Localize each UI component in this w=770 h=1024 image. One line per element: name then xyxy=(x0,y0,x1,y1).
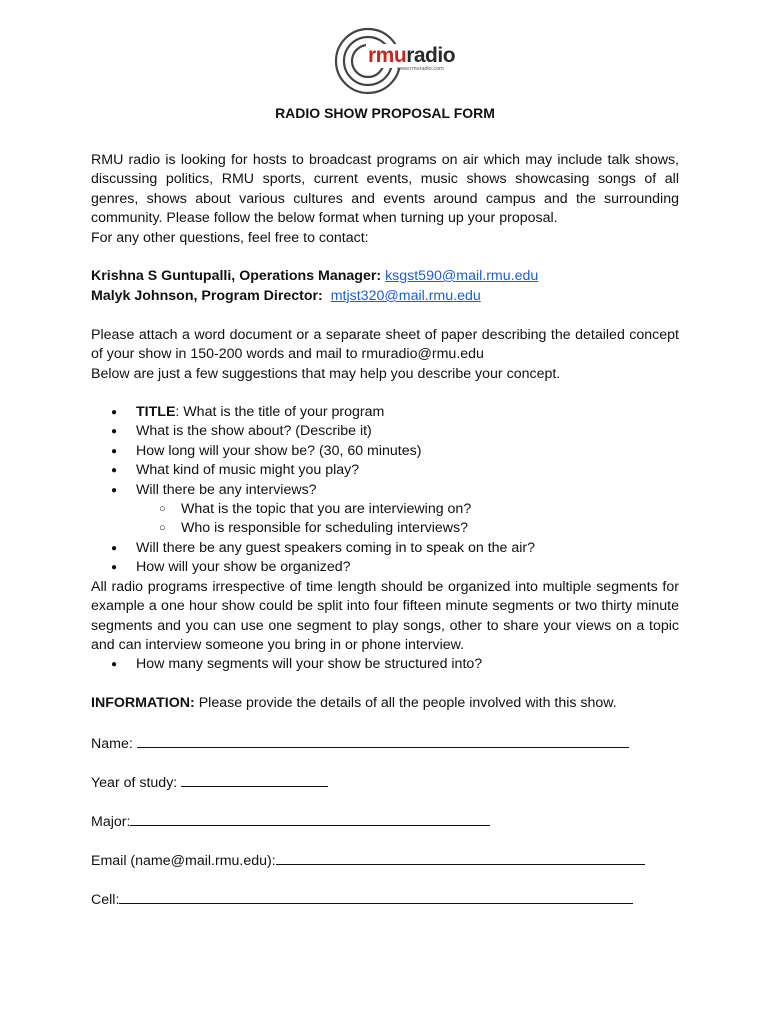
cell-input-line[interactable] xyxy=(119,889,633,904)
contact-email-link[interactable]: ksgst590@mail.rmu.edu xyxy=(385,268,539,284)
email-input-line[interactable] xyxy=(276,850,645,865)
intro-paragraph: RMU radio is looking for hosts to broadcast programs on air which may include talk shows, discussing politics, RMU sports, current events, music shows showcasing songs of all genres, shows about various cultures and events around campus and the surrounding community. Please follow the below format when turning up your proposal. xyxy=(91,152,679,227)
rmu-radio-logo xyxy=(333,26,456,96)
contact-operations-manager xyxy=(91,267,538,286)
name-label: Name: xyxy=(91,736,137,752)
email-field xyxy=(91,850,645,871)
list-item: ● What kind of music might you play? xyxy=(91,461,679,480)
major-field xyxy=(91,811,490,832)
cell-label: Cell: xyxy=(91,892,120,908)
list-item: ● TITLE: What is the title of your program xyxy=(91,403,679,422)
suggestions-intro: Below are just a few suggestions that may help you describe your concept. xyxy=(91,366,561,382)
suggestion-list xyxy=(91,403,679,578)
page-title: RADIO SHOW PROPOSAL FORM xyxy=(275,105,495,121)
contact-label: Malyk Johnson, Program Director: xyxy=(91,288,323,304)
information-text: Please provide the details of all the people involved with this show. xyxy=(194,695,617,711)
contact-prompt: For any other questions, feel free to contact: xyxy=(91,230,369,246)
list-item: ● How many segments will your show be structured into? xyxy=(91,655,679,674)
sub-list-item: ○ What is the topic that you are interviewing on? xyxy=(91,500,679,519)
major-label: Major: xyxy=(91,814,131,830)
contact-program-director xyxy=(91,287,481,306)
major-input-line[interactable] xyxy=(130,811,490,826)
cell-field xyxy=(91,889,633,910)
attach-paragraph: Please attach a word document or a separate sheet of paper describing the detailed concept of your show in 150-200 words and mail to rmuradio@rmu.edu xyxy=(91,327,679,363)
name-input-line[interactable] xyxy=(137,733,629,748)
list-item: ● Will there be any guest speakers coming in to speak on the air? xyxy=(91,539,679,558)
logo-wordmark: rmuradio xyxy=(368,44,456,67)
list-item: ● How will your show be organized? xyxy=(91,558,679,577)
information-label: INFORMATION: xyxy=(91,695,195,711)
information-heading xyxy=(91,694,617,713)
sub-list-item: ○ Who is responsible for scheduling interviews? xyxy=(91,519,679,538)
list-item: ● How long will your show be? (30, 60 minutes) xyxy=(91,442,679,461)
year-input-line[interactable] xyxy=(181,772,328,787)
email-label: Email (name@mail.rmu.edu): xyxy=(91,853,276,869)
list-item: ● What is the show about? (Describe it) xyxy=(91,422,679,441)
segments-paragraph: All radio programs irrespective of time length should be organized into multiple segments for example a one hour show could be split into four fifteen minute segments or two thirty minute segments and you can use one segment to play songs, other to share your views on a topic and can interview someone you bring in or phone interview. xyxy=(91,579,679,654)
year-field xyxy=(91,772,328,793)
contact-label: Krishna S Guntupalli, Operations Manager: xyxy=(91,268,382,284)
name-field xyxy=(91,733,629,754)
list-item: ● Will there be any interviews? xyxy=(91,481,679,500)
segments-list xyxy=(91,655,679,674)
logo-url: www.rmuradio.com xyxy=(397,66,444,72)
year-label: Year of study: xyxy=(91,775,182,791)
contact-email-link[interactable]: mtjst320@mail.rmu.edu xyxy=(330,288,481,304)
